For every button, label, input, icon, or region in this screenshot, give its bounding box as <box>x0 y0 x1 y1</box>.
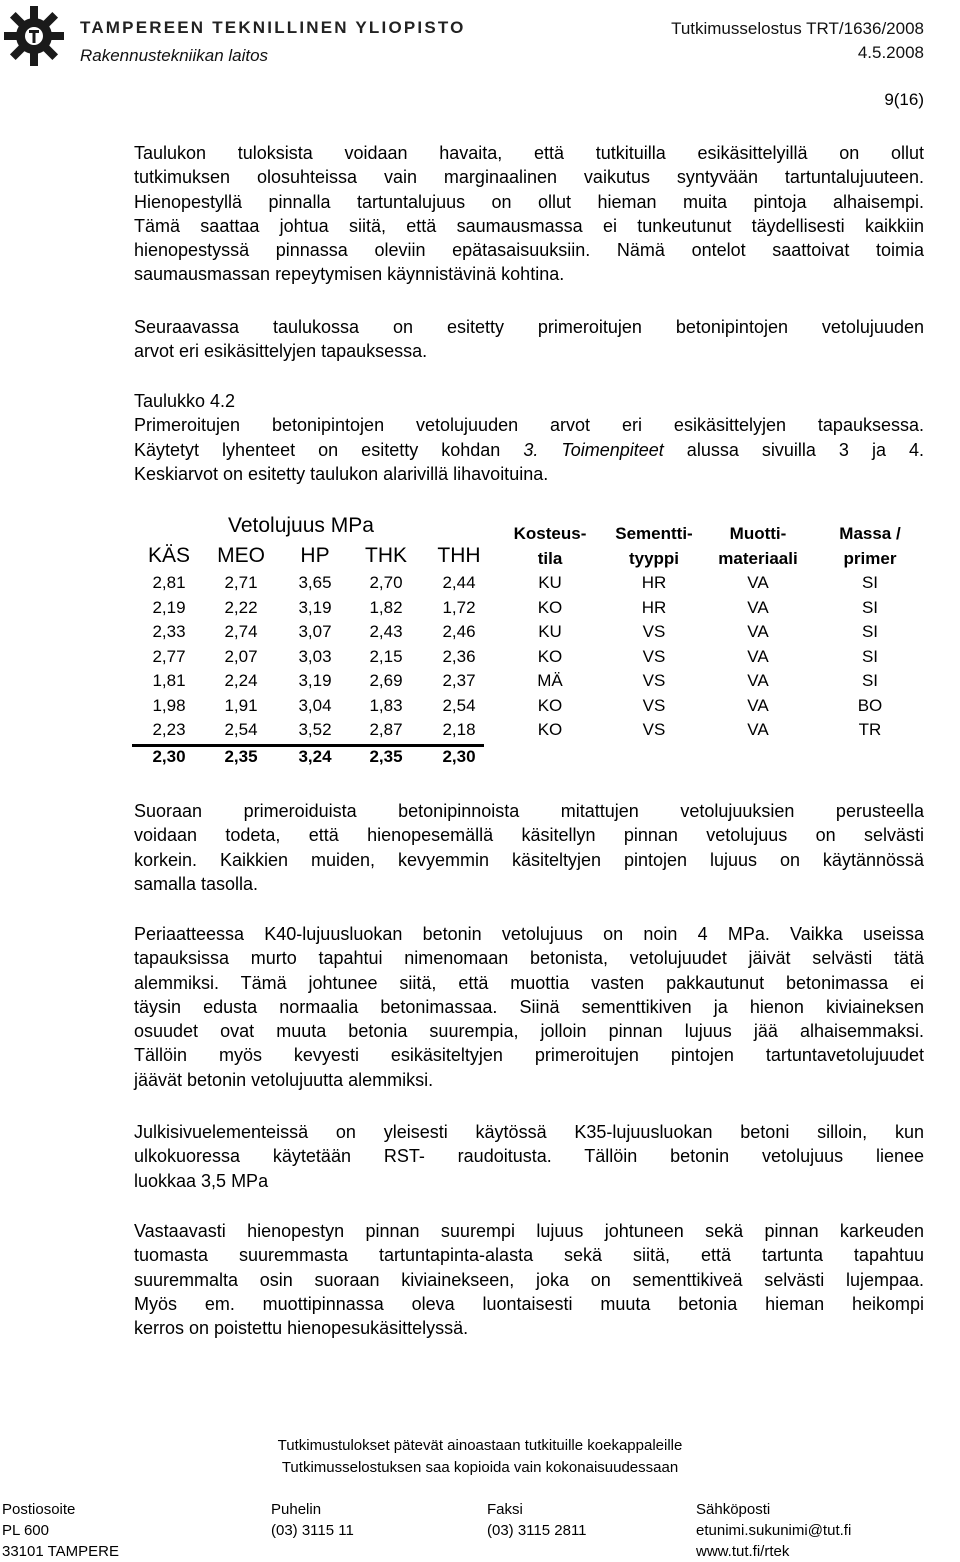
table-cell: 2,19 <box>152 598 186 617</box>
text-line: Seuraavassa taulukossa on esitetty primeroitujen betonipintojen vetolujuuden <box>134 317 924 337</box>
column-header: materiaali <box>718 549 798 568</box>
paragraph-conclusion <box>134 799 924 896</box>
table-cell: 3,03 <box>298 647 332 666</box>
table-cell: VA <box>747 622 769 641</box>
column-header: Kosteus- <box>513 524 587 543</box>
column-header: tila <box>537 549 563 568</box>
university-name: TAMPEREEN TEKNILLINEN YLIOPISTO <box>80 18 466 37</box>
column-header: THH <box>437 544 481 567</box>
paragraph-results <box>134 141 924 287</box>
table-cell: VA <box>747 647 769 666</box>
text-line: arvot eri esikäsittelyjen tapauksessa. <box>134 341 428 362</box>
table-cell: 2,71 <box>224 573 258 592</box>
page-number: 9(16) <box>884 90 924 109</box>
text-line: luokkaa 3,5 MPa <box>134 1170 269 1191</box>
table-cell: 3,19 <box>298 671 332 690</box>
text-line: Myös em. muottipinnassa oleva luontaisesti muuta betonia hieman heikompi <box>134 1293 924 1314</box>
disclaimer-line: Tutkimustulokset pätevät ainoastaan tutkituille koekappaleille <box>277 1437 683 1454</box>
text-line: Taulukon tuloksista voidaan havaita, että tutkituilla esikäsittelyillä on ollut <box>134 143 924 163</box>
text-line: samalla tasolla. <box>134 873 259 894</box>
column-header: KÄS <box>147 544 191 567</box>
column-header: HP <box>300 544 330 567</box>
average-cell: 2,30 <box>442 747 476 766</box>
text-line: suuremmalta osin suoraan kiviainekseen, joka on sementtikiveä selvästi lujempaa. <box>134 1269 924 1290</box>
table-cell: SI <box>861 671 879 690</box>
table-cell: 3,65 <box>298 573 332 592</box>
column-header: tyyppi <box>628 549 680 568</box>
text-line: ulkokuoressa käytetään RST- raudoitusta. Tällöin betonin vetolujuus lienee <box>134 1146 924 1167</box>
table-group-header: Vetolujuus MPa <box>228 514 374 537</box>
table-cell: VA <box>747 720 769 739</box>
column-header: Sementti- <box>615 524 693 543</box>
report-id: Tutkimusselostus TRT/1636/2008 <box>671 19 924 38</box>
table-cell: SI <box>861 598 879 617</box>
report-date: 4.5.2008 <box>857 43 924 62</box>
table-cell: VA <box>747 696 769 715</box>
table-cell: VA <box>747 598 769 617</box>
table-cell: 2,24 <box>224 671 258 690</box>
table-cell: 2,07 <box>224 647 258 666</box>
column-header: THK <box>365 544 407 567</box>
table-cell: 2,33 <box>152 622 186 641</box>
disclaimer-line: Tutkimusselostuksen saa kopioida vain kokonaisuudessaan <box>281 1459 679 1476</box>
table-cell: 2,36 <box>442 647 476 666</box>
table-cell: 3,19 <box>298 598 332 617</box>
text-line: Suoraan primeroiduista betonipinnoista mitattujen vetolujuuksien perusteella <box>134 801 924 821</box>
university-logo <box>2 4 66 68</box>
average-divider <box>132 744 484 747</box>
footer-fax-label: Faksi <box>487 1501 523 1518</box>
table-cell: MÄ <box>537 671 563 690</box>
average-cell: 2,35 <box>224 747 258 766</box>
table-cell: 2,15 <box>369 647 403 666</box>
text-line: tapauksissa murto tapahtui nimenomaan betonista, vetolujuudet jäivät selvästi tätä <box>134 948 924 969</box>
table-cell: BO <box>857 696 883 715</box>
caption-line: Primeroitujen betonipintojen vetolujuuden arvot eri esikäsittelyjen tapauksessa. <box>134 415 924 436</box>
table-cell: VS <box>642 720 666 739</box>
table-cell: 1,83 <box>369 696 403 715</box>
caption-line: Käytetyt lyhenteet on esitetty kohdan 3. Toimenpiteet alussa sivuilla 3 ja 4. <box>134 439 924 460</box>
table-cell: 2,37 <box>442 671 476 690</box>
table-cell: 2,18 <box>442 720 476 739</box>
paragraph-k40 <box>134 922 924 1092</box>
text-line: Julkisivuelementeissä on yleisesti käytössä K35-lujuusluokan betoni silloin, kun <box>134 1122 924 1142</box>
table-cell: VA <box>747 671 769 690</box>
table-cell: VS <box>642 671 666 690</box>
table-cell: KO <box>537 598 563 617</box>
footer-fax: (03) 3115 2811 <box>487 1522 587 1539</box>
table-cell: 2,46 <box>442 622 476 641</box>
average-cell: 2,30 <box>152 747 186 766</box>
table-cell: 3,07 <box>298 622 332 641</box>
table-cell: KO <box>537 696 563 715</box>
caption-title: Taulukko 4.2 <box>134 391 236 411</box>
table-cell: VS <box>642 696 666 715</box>
text-line: korkein. Kaikkien muiden, kevyemmin käsiteltyjen pintojen lujuus on käytännössä <box>134 849 924 870</box>
table-cell: SI <box>861 573 879 592</box>
text-line: jäävät betonin vetolujuutta alemmiksi. <box>134 1069 434 1090</box>
table-cell: KU <box>538 573 562 592</box>
table-cell: 2,87 <box>369 720 403 739</box>
table-cell: TR <box>858 720 882 739</box>
table-cell: SI <box>861 647 879 666</box>
table-cell: 2,77 <box>152 647 186 666</box>
table-cell: HR <box>641 598 667 617</box>
table-cell: 2,70 <box>369 573 403 592</box>
table-cell: 1,81 <box>152 671 186 690</box>
text-line: Tämä saattaa johtua siitä, että saumausmassa ei tunkeutunut täydellisesti kaikkiin <box>134 215 924 236</box>
table-cell: 3,04 <box>298 696 332 715</box>
table-cell: HR <box>641 573 667 592</box>
footer-postal-label: Postiosoite <box>2 1501 76 1518</box>
paragraph-k35 <box>134 1120 924 1193</box>
table-cell: 2,23 <box>152 720 186 739</box>
table-cell: 2,81 <box>152 573 186 592</box>
text-line: alemmiksi. Tämä johtunee siitä, että muottia vasten pakkautunut betonimassa ei <box>134 972 924 993</box>
table-cell: SI <box>861 622 879 641</box>
paragraph-table-intro <box>134 315 924 364</box>
text-line: täysin edusta normaalia betonimassaa. Siinä sementtikiven ja hienon kiviaineksen <box>134 996 924 1017</box>
text-line: hienopestyssä pinnassa oleviin epätasaisuuksiin. Nämä ontelot saattoivat toimia <box>134 240 924 261</box>
footer-phone-label: Puhelin <box>271 1501 322 1518</box>
column-header: MEO <box>217 544 265 567</box>
department-name: Rakennustekniikan laitos <box>80 46 269 65</box>
table-cell: 2,74 <box>224 622 258 641</box>
table-cell: 2,44 <box>442 573 476 592</box>
footer-web-link[interactable]: www.tut.fi/rtek <box>696 1543 790 1560</box>
table-cell: 3,52 <box>298 720 332 739</box>
text-line: Periaatteessa K40-lujuusluokan betonin vetolujuus on noin 4 MPa. Vaikka useissa <box>134 924 924 944</box>
table-cell: KO <box>537 720 563 739</box>
table-cell: KO <box>537 647 563 666</box>
table-cell: 1,72 <box>442 598 476 617</box>
text-line: saumausmassan repeytymisen käynnistävinä kohtina. <box>134 264 565 285</box>
table-cell: 1,91 <box>224 696 258 715</box>
text-line: Tällöin myös kevyesti esikäsiteltyjen primeroitujen pintojen tartuntavetolujuudet <box>134 1045 924 1066</box>
table-cell: 2,54 <box>224 720 258 739</box>
text-line: osuudet ovat muuta betonia suurempia, jolloin pinnan lujuus jää alhaisemmaksi. <box>134 1021 924 1042</box>
table-cell: KU <box>538 622 562 641</box>
table-cell: 2,43 <box>369 622 403 641</box>
table-cell: 1,82 <box>369 598 403 617</box>
average-cell: 2,35 <box>369 747 403 766</box>
table-cell: 2,54 <box>442 696 476 715</box>
column-header: Muotti- <box>729 524 787 543</box>
text-line: tuomasta suuremmasta tartuntapinta-alasta sekä siitä, että tartunta tapahtuu <box>134 1245 924 1266</box>
footer-phone: (03) 3115 11 <box>271 1522 354 1539</box>
column-header: Massa / <box>839 524 901 543</box>
footer-email-link[interactable]: etunimi.sukunimi@tut.fi <box>696 1522 852 1539</box>
table-cell: 1,98 <box>152 696 186 715</box>
caption-line: Keskiarvot on esitetty taulukon alarivillä lihavoituina. <box>134 463 549 484</box>
table-cell: 2,69 <box>369 671 403 690</box>
text-line: Hienopestyllä pinnalla tartuntalujuus on ollut hieman muita pintoja alhaisempi. <box>134 191 924 212</box>
table-cell: 2,22 <box>224 598 258 617</box>
text-line: kerros on poistettu hienopesukäsittelyssä. <box>134 1318 469 1339</box>
table-cell: VS <box>642 647 666 666</box>
footer-postal-box: PL 600 <box>2 1522 49 1539</box>
column-header: primer <box>843 549 897 568</box>
footer-email-label: Sähköposti <box>696 1501 771 1518</box>
table-cell: VS <box>642 622 666 641</box>
footer-postal-city: 33101 TAMPERE <box>2 1543 120 1560</box>
average-cell: 3,24 <box>298 747 332 766</box>
text-line: tutkimuksen olosuhteissa vain marginaalinen vaikutus syntyvään tartuntalujuuteen. <box>134 167 924 188</box>
text-line: voidaan todeta, että hienopesemällä käsitellyn pinnan vetolujuus on selvästi <box>134 825 924 846</box>
table-caption <box>134 389 924 486</box>
table-cell: VA <box>747 573 769 592</box>
text-line: Vastaavasti hienopestyn pinnan suurempi lujuus johtuneen sekä pinnan karkeuden <box>134 1221 924 1241</box>
paragraph-fine-washed <box>134 1219 924 1340</box>
